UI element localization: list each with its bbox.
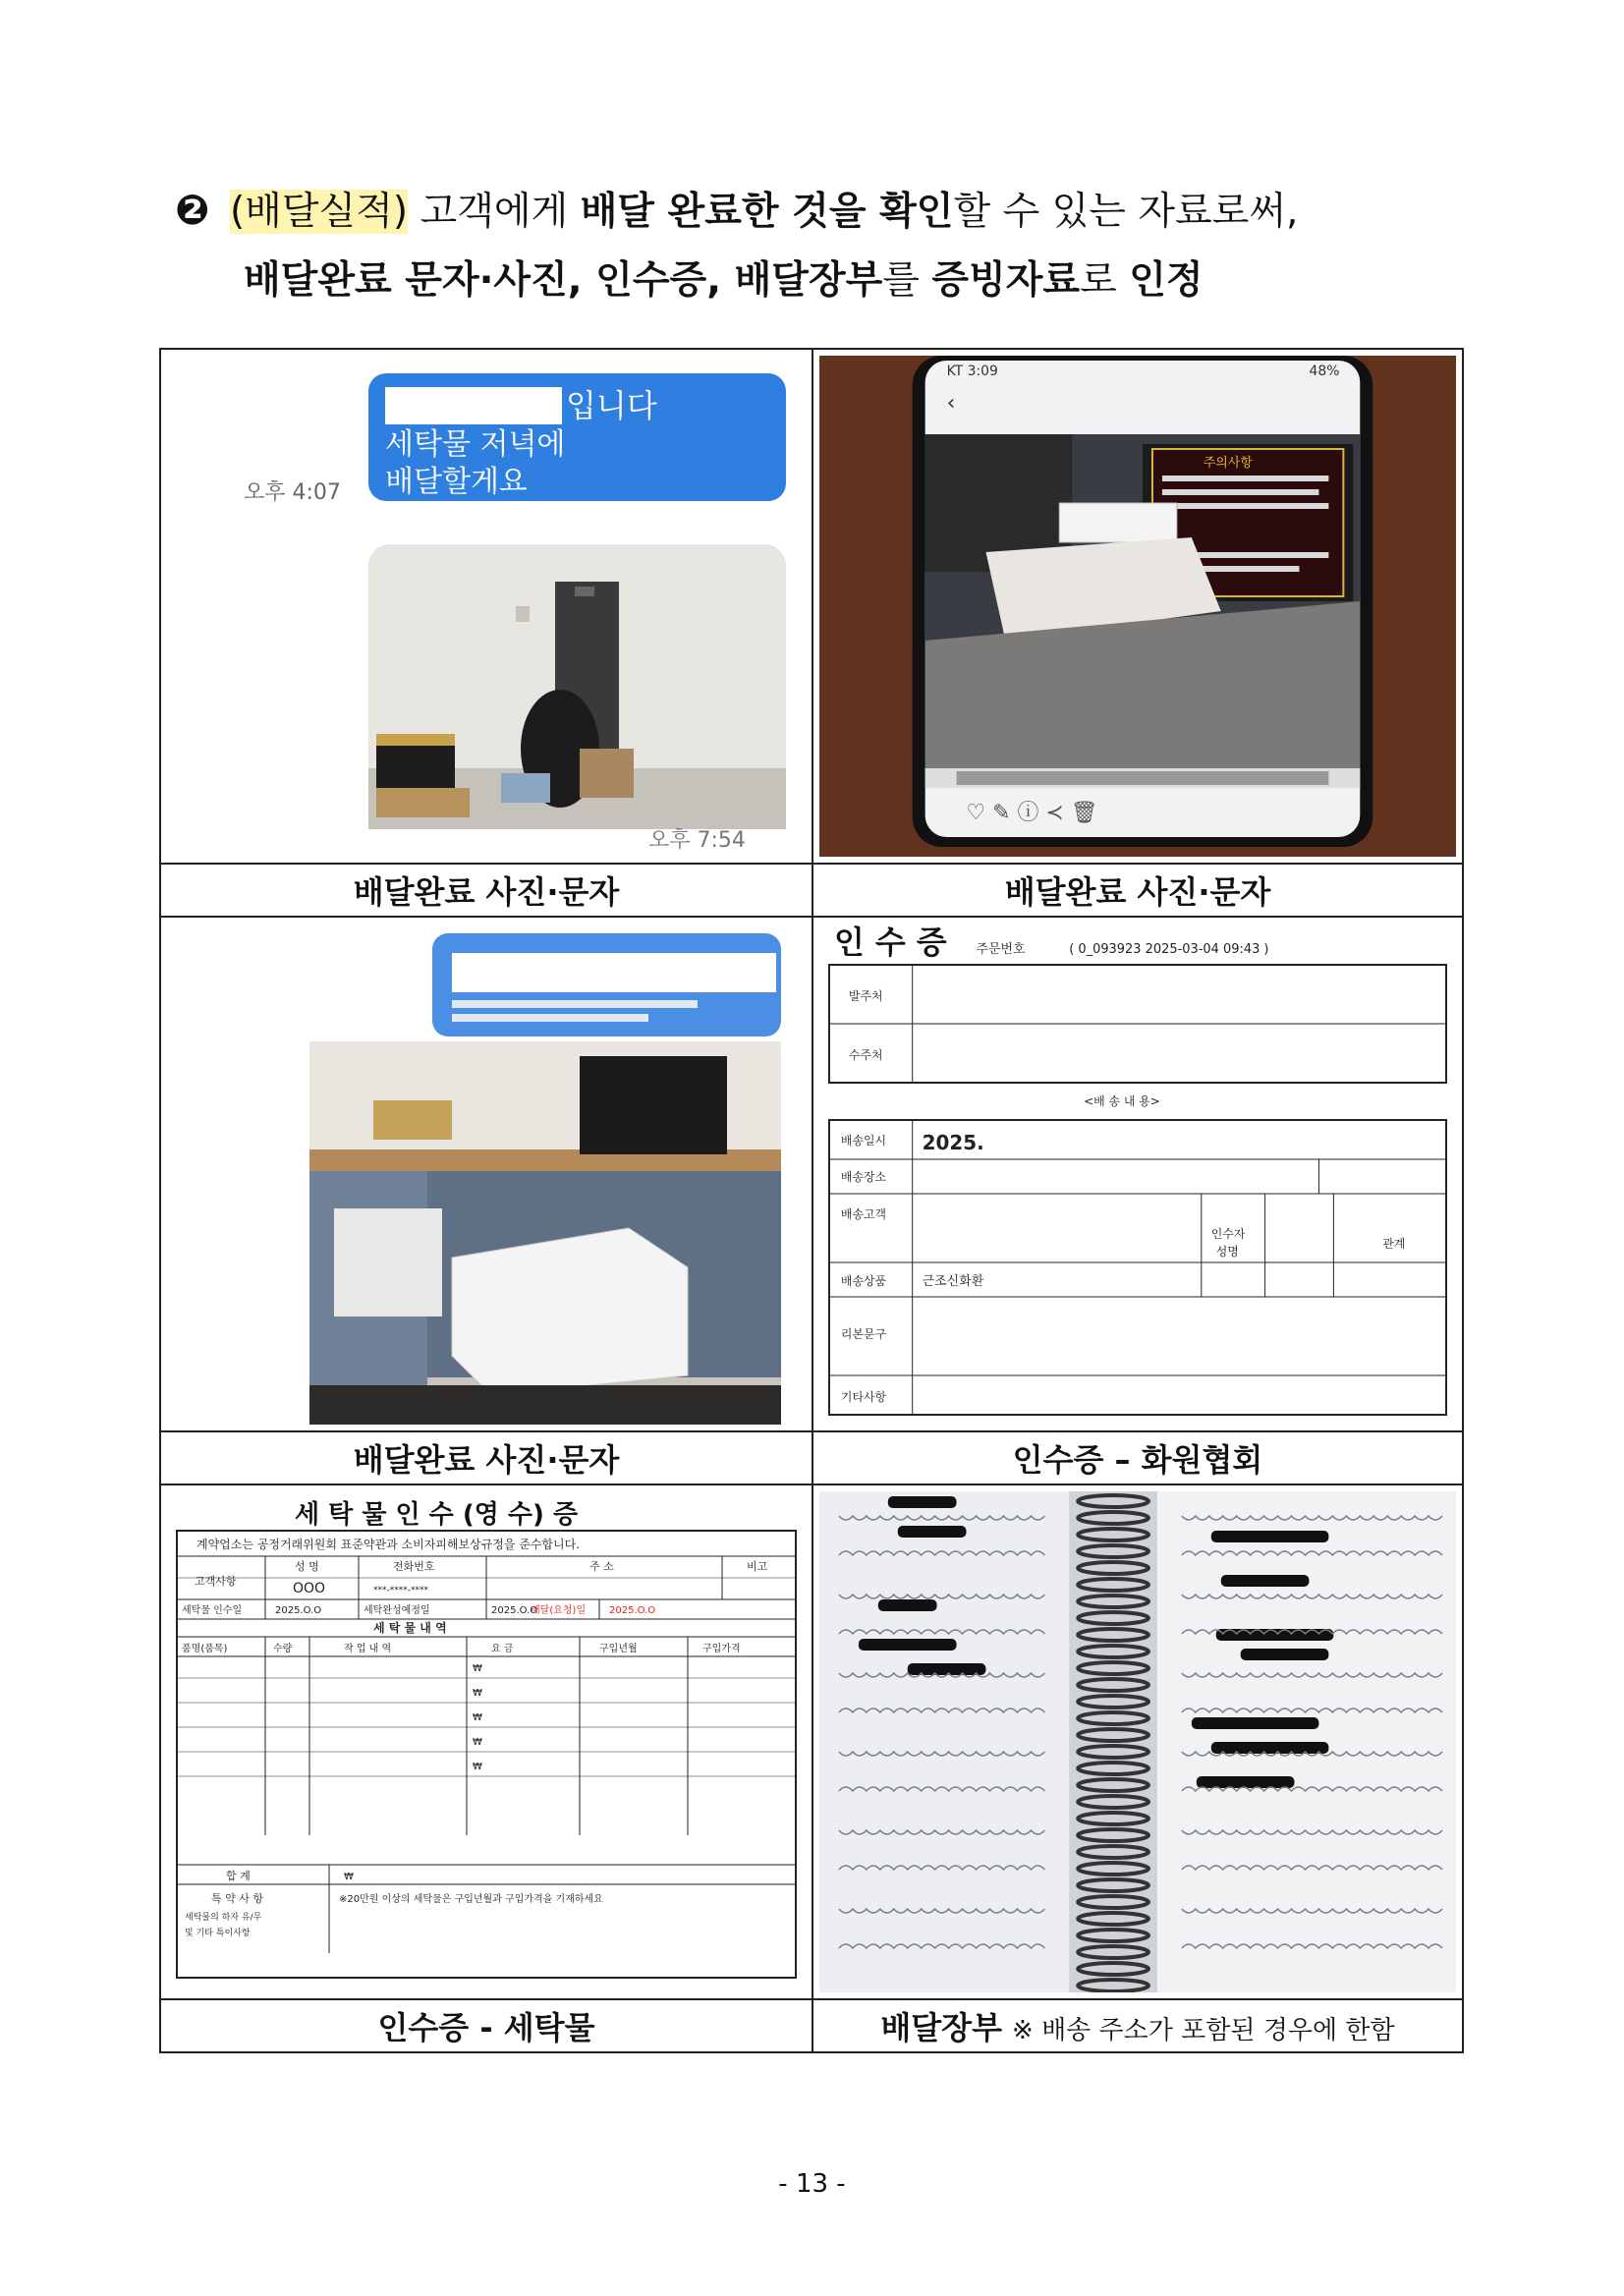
chat-screenshot [167, 356, 806, 857]
heading-line-2 [175, 253, 1491, 308]
chat-timestamp: 오후 4:07 [244, 480, 341, 505]
due-label: 세탁완성예정일 [364, 1605, 430, 1616]
chat-text-3: 배달할게요 [385, 465, 528, 499]
heading-tag: (배달실적) [229, 190, 409, 234]
special-value: ※20만원 이상의 세탁물은 구입년월과 구입가격을 기재하세요 [339, 1894, 603, 1905]
chat-text-1: 입니다 [566, 387, 657, 424]
cell-caption: 배달완료 사진·문자 [353, 1441, 620, 1479]
heading-text: 할 수 있는 자료로써, [953, 190, 1299, 234]
heading-emphasis: 증빙자료 [931, 258, 1081, 303]
laundry-receipt [167, 1491, 806, 1992]
chat-text-2: 세탁물 저녁에 [385, 427, 566, 462]
image-cell-laundry-receipt [160, 1484, 812, 1999]
detail-title: 세 탁 물 내 역 [373, 1621, 447, 1635]
heading-text: 를 [882, 258, 920, 303]
won-sign: ₩ [473, 1663, 482, 1674]
office-photo [167, 924, 806, 1425]
received-label: 세탁물 인수일 [182, 1605, 243, 1616]
cell-caption: 배달완료 사진·문자 [1004, 873, 1271, 911]
phone-value: ***-****-**** [373, 1586, 428, 1596]
heading-text: 로 [1080, 258, 1117, 303]
page-number: - 13 - [778, 2169, 846, 2199]
total-label: 합 계 [226, 1870, 251, 1882]
heading-emphasis: 배달완료 문자·사진, 인수증, 배달장부 [244, 258, 883, 303]
status-bar-battery: 48% [1309, 363, 1340, 380]
flower-receipt [819, 924, 1456, 1425]
photo-timestamp: 오후 7:54 [648, 828, 746, 853]
cell-caption: 인수증 – 화원협회 [1012, 1441, 1263, 1479]
delivery-ledger-photo [819, 1491, 1456, 1992]
product-value: 근조신화환 [922, 1273, 984, 1290]
row-label: 발주처 [848, 988, 883, 1004]
special-note: 세탁물의 하자 유/무 [185, 1913, 262, 1923]
col-item: 품명(품목) [182, 1644, 228, 1654]
received-value: 2025.O.O [275, 1605, 322, 1616]
customer-label: 고객사항 [195, 1575, 237, 1588]
evidence-table [159, 348, 1464, 2053]
col-fee: 요 금 [491, 1644, 514, 1654]
image-cell-delivery-ledger [812, 1484, 1463, 1999]
caption-cell [160, 864, 812, 917]
heading-emphasis: 배달 완료한 것을 확인 [580, 190, 954, 234]
won-sign: ₩ [473, 1688, 482, 1699]
row-label: 배송고객 [840, 1206, 887, 1222]
section-heading [175, 183, 1491, 308]
due-value: 2025.O.O [491, 1605, 538, 1616]
row-label: 배송상품 [840, 1273, 887, 1289]
notice-title: 주의사항 [1203, 455, 1253, 472]
won-sign: ₩ [344, 1872, 354, 1882]
col-name: 성 명 [295, 1560, 319, 1573]
receipt-notice: 계약업소는 공정거래위원회 표준약관과 소비자피해보상규정을 준수합니다. [196, 1538, 581, 1551]
status-bar-carrier: KT 3:09 [946, 363, 998, 380]
receipt-title: 세 탁 물 인 수 (영 수) 증 [295, 1500, 579, 1530]
svg-text:‹: ‹ [946, 390, 956, 417]
image-cell-office-photo [160, 917, 812, 1431]
phone-photo [819, 356, 1456, 857]
delivery-value: 2025.O.O [609, 1605, 656, 1616]
name-value: OOO [293, 1581, 326, 1596]
caption-cell [160, 1999, 812, 2052]
image-cell-flower-receipt [812, 917, 1463, 1431]
row-label: 배송장소 [840, 1169, 887, 1185]
item-marker: ❷ [175, 186, 210, 234]
special-label: 특 약 사 항 [211, 1892, 263, 1905]
col-phone: 전화번호 [393, 1560, 435, 1573]
col-purchase: 구입년월 [599, 1644, 638, 1654]
col-work: 작 업 내 역 [344, 1644, 392, 1654]
row-label: 배송일시 [840, 1133, 887, 1148]
caption-cell [812, 864, 1463, 917]
caption-cell [160, 1431, 812, 1484]
won-sign: ₩ [473, 1762, 482, 1772]
row-label: 수주처 [848, 1047, 883, 1063]
cell-caption: 인수증 - 세탁물 [377, 2009, 595, 2046]
receiver-label: 인수자 [1210, 1226, 1246, 1242]
row-label: 기타사항 [840, 1389, 887, 1405]
svg-text:♡ ✎ ⓘ ≺ 🗑: ♡ ✎ ⓘ ≺ 🗑 [966, 800, 1098, 826]
cell-caption: 배달완료 사진·문자 [353, 873, 620, 911]
won-sign: ₩ [473, 1737, 482, 1748]
row-label: 리본문구 [840, 1326, 887, 1342]
image-cell-chat-photo [160, 349, 812, 864]
col-address: 주 소 [589, 1560, 614, 1573]
caption-cell [812, 1999, 1463, 2052]
heading-emphasis: 인정 [1129, 258, 1204, 303]
caption-note: ※ 배송 주소가 포함된 경우에 한함 [1012, 2016, 1395, 2045]
image-cell-phone-photo [812, 349, 1463, 864]
cell-caption: 배달장부 [880, 2009, 1003, 2046]
col-note: 비고 [747, 1560, 768, 1573]
delivery-section: <배 송 내 용> [1084, 1093, 1160, 1109]
receiver-label: 성명 [1215, 1244, 1239, 1260]
receipt-title: 인 수 증 [833, 924, 947, 962]
col-price: 구입가격 [702, 1644, 741, 1654]
special-note: 및 기타 특이사항 [185, 1929, 251, 1938]
relation-label: 관계 [1382, 1236, 1406, 1252]
delivery-date: 2025. [922, 1130, 984, 1155]
heading-line-1 [175, 183, 1491, 240]
caption-cell [812, 1431, 1463, 1484]
col-qty: 수량 [273, 1644, 293, 1654]
heading-text: 고객에게 [420, 190, 569, 234]
order-label: 주문번호 [976, 941, 1026, 958]
delivery-label: 배달(요청)일 [531, 1605, 587, 1616]
order-value: ( 0_093923 2025-03-04 09:43 ) [1069, 941, 1269, 958]
won-sign: ₩ [473, 1712, 482, 1723]
